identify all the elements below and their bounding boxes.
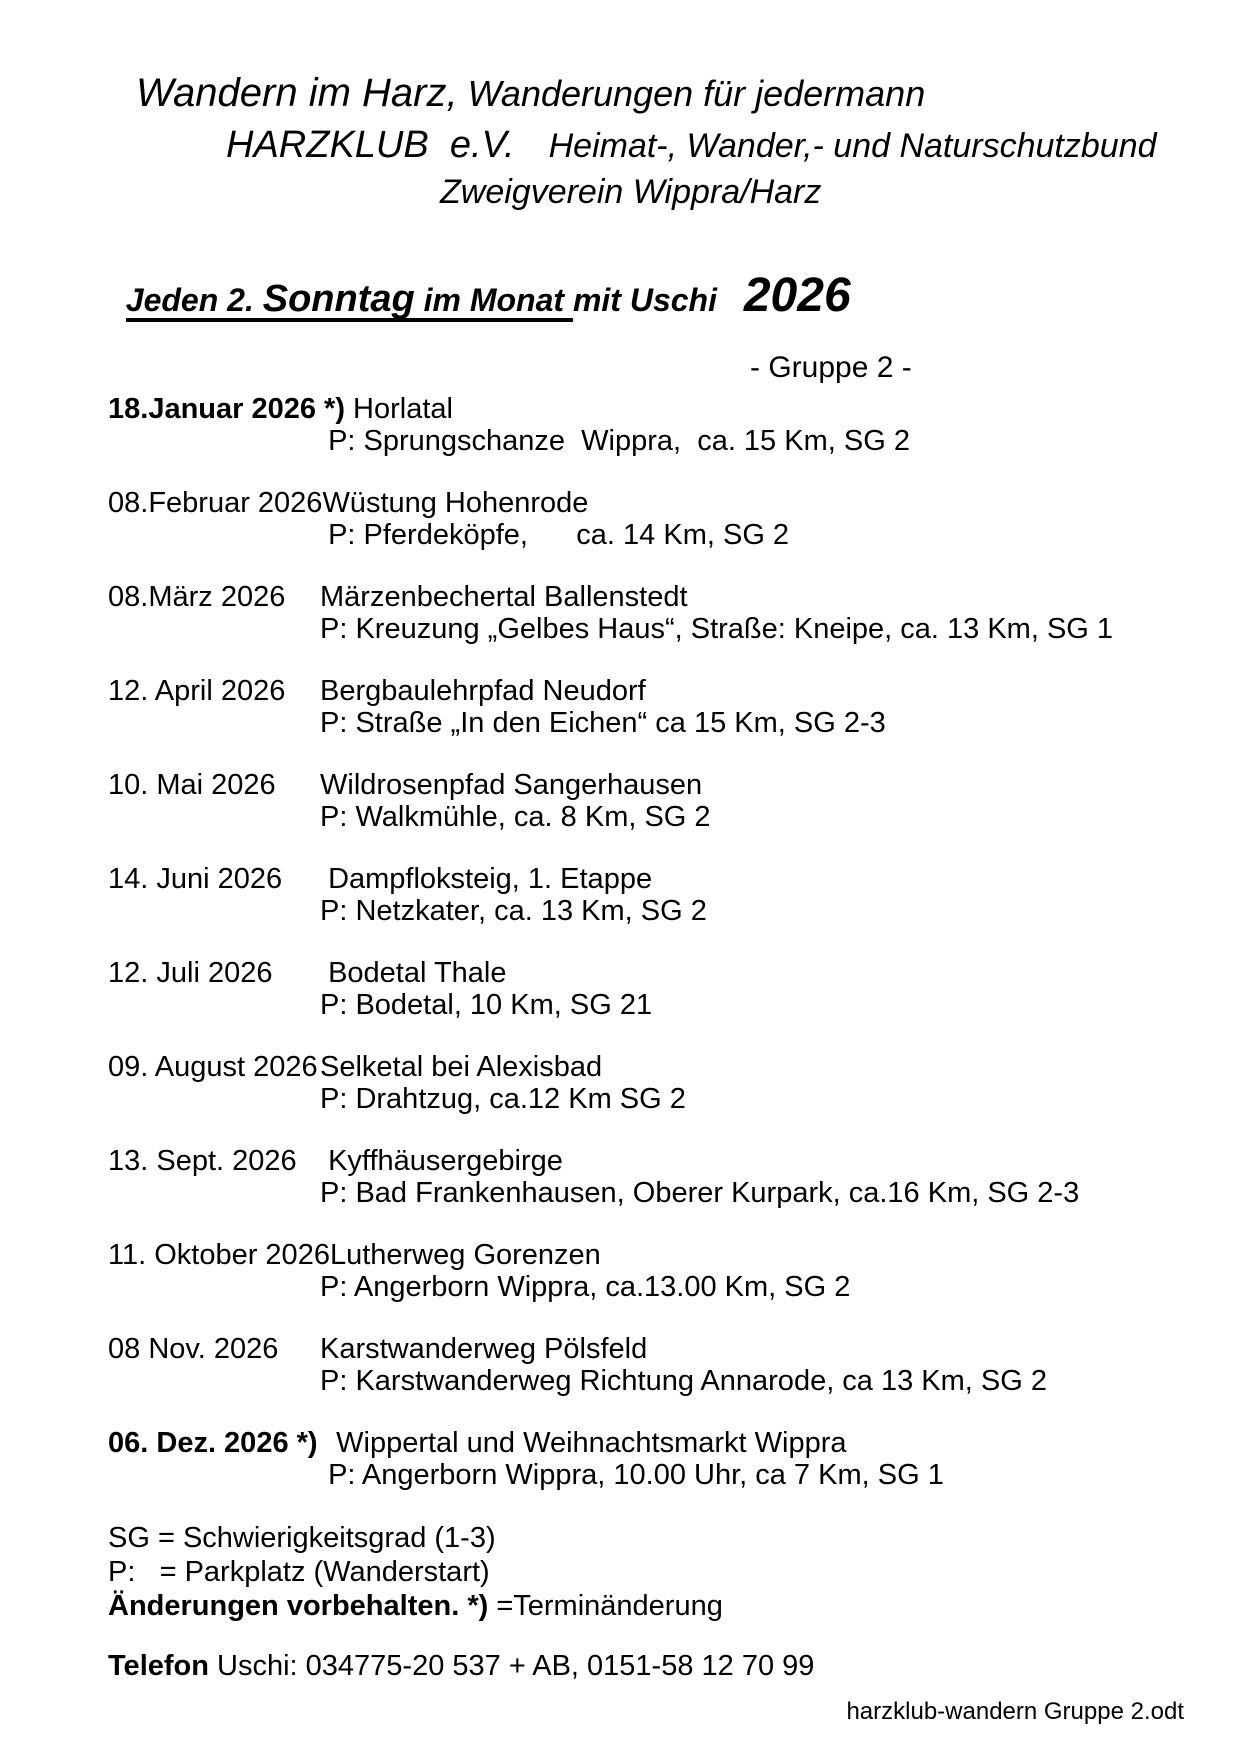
schedule-entry <box>108 487 1184 551</box>
entry-destination: Wüstung Hohenrode <box>322 487 589 519</box>
entry-title-row <box>108 957 1184 989</box>
schedule-entry <box>108 769 1184 833</box>
entry-details: P: Walkmühle, ca. 8 Km, SG 2 <box>320 801 711 833</box>
entry-destination: Märzenbechertal Ballenstedt <box>320 581 688 613</box>
schedule-entry <box>108 1333 1184 1397</box>
entry-details: P: Sprungschanze Wippra, ca. 15 Km, SG 2 <box>320 425 910 457</box>
entry-details: P: Pferdeköpfe, ca. 14 Km, SG 2 <box>320 519 790 551</box>
entry-title-row <box>108 393 1184 425</box>
schedule-entry <box>108 1145 1184 1209</box>
entry-title-row <box>108 769 1184 801</box>
heading-underlined <box>125 278 573 322</box>
heading-rest: mit Uschi <box>572 282 726 318</box>
heading-part-3: im Monat <box>414 282 573 318</box>
entry-details: P: Bodetal, 10 Km, SG 21 <box>320 989 653 1021</box>
entry-date: 08.März 2026 <box>108 581 286 613</box>
entry-date: 08 Nov. 2026 <box>108 1333 279 1365</box>
entry-destination: Karstwanderweg Pölsfeld <box>320 1333 648 1365</box>
contact-phone: Uschi: 034775-20 537 + AB, 0151-58 12 70 99 <box>208 1650 815 1682</box>
entry-title-row <box>108 675 1184 707</box>
entry-date: 11. Oktober 2026 <box>108 1239 330 1271</box>
schedule-entry <box>108 675 1184 739</box>
entry-title-row <box>108 1145 1184 1177</box>
org-branch: Zweigverein Wippra/Harz <box>440 173 822 211</box>
entry-details: P: Karstwanderweg Richtung Annarode, ca 13 Km, SG 2 <box>320 1365 1048 1397</box>
legend-sg: SG = Schwierigkeitsgrad (1-3) <box>108 1522 496 1554</box>
masthead-title-main: Wandern im Harz, <box>136 71 458 115</box>
legend-p: P: = Parkplatz (Wanderstart) <box>108 1556 490 1588</box>
entry-date: 12. April 2026 <box>108 675 286 707</box>
entry-details: P: Kreuzung „Gelbes Haus“, Straße: Kneipe, ca. 13 Km, SG 1 <box>320 613 1114 645</box>
entry-title-row <box>108 1333 1184 1365</box>
heading-part-1: Jeden 2. <box>125 282 263 318</box>
org-subtitle: Heimat-, Wander,- und Naturschutzbund <box>548 127 1157 165</box>
entry-date: 13. Sept. 2026 <box>108 1145 297 1177</box>
document-filename: harzklub-wandern Gruppe 2.odt <box>846 1698 1184 1725</box>
masthead-line-2 <box>108 121 1184 170</box>
entry-details: P: Drahtzug, ca.12 Km SG 2 <box>320 1083 686 1115</box>
entry-destination: Bodetal Thale <box>320 957 507 989</box>
entry-date: 08.Februar 2026 <box>108 487 323 519</box>
schedule-entry <box>108 957 1184 1021</box>
entry-details: P: Straße „In den Eichen“ ca 15 Km, SG 2-3 <box>320 707 886 739</box>
entry-title-row <box>108 1427 1184 1459</box>
entry-title-row <box>108 1051 1184 1083</box>
heading-year: 2026 <box>743 269 851 322</box>
entry-date: 10. Mai 2026 <box>108 769 276 801</box>
contact-label: Telefon <box>108 1650 209 1682</box>
legend <box>108 1521 1184 1623</box>
entry-date: 09. August 2026 <box>108 1051 318 1083</box>
entry-destination: Bergbaulehrpfad Neudorf <box>320 675 646 707</box>
contact-line <box>108 1649 1184 1683</box>
entry-destination: Wildrosenpfad Sangerhausen <box>320 769 703 801</box>
schedule-entry <box>108 581 1184 645</box>
entry-destination: Dampfloksteig, 1. Etappe <box>320 863 653 895</box>
schedule-entry <box>108 863 1184 927</box>
entry-destination: Wippertal und Weihnachtsmarkt Wippra <box>320 1427 847 1459</box>
org-name: HARZKLUB e.V. <box>226 124 515 166</box>
entry-date: 14. Juni 2026 <box>108 863 283 895</box>
schedule-entry <box>108 1239 1184 1303</box>
legend-changes-bold: Änderungen vorbehalten. *) <box>108 1590 489 1622</box>
legend-changes-rest: =Terminänderung <box>488 1590 723 1622</box>
legend-changes <box>108 1589 1184 1623</box>
group-label: - Gruppe 2 - <box>750 351 912 384</box>
schedule-entry <box>108 1051 1184 1115</box>
schedule-entry <box>108 393 1184 457</box>
entry-destination: Kyffhäusergebirge <box>320 1145 563 1177</box>
entry-details: P: Netzkater, ca. 13 Km, SG 2 <box>320 895 707 927</box>
entry-date: 12. Juli 2026 <box>108 957 273 989</box>
schedule-entry <box>108 1427 1184 1491</box>
schedule-list <box>108 393 1184 1491</box>
entry-destination: Horlatal <box>344 393 453 425</box>
entry-title-row <box>108 581 1184 613</box>
entry-title-row <box>108 1239 1184 1271</box>
entry-details: P: Angerborn Wippra, 10.00 Uhr, ca 7 Km, SG 1 <box>320 1459 944 1491</box>
heading-part-2: Sonntag <box>262 278 415 320</box>
masthead <box>108 66 1184 214</box>
entry-date: 06. Dez. 2026 *) <box>108 1427 318 1459</box>
entry-destination: Selketal bei Alexisbad <box>320 1051 603 1083</box>
entry-destination: Lutherweg Gorenzen <box>329 1239 601 1271</box>
entry-details: P: Angerborn Wippra, ca.13.00 Km, SG 2 <box>320 1271 851 1303</box>
entry-details: P: Bad Frankenhausen, Oberer Kurpark, ca.16 Km, SG 2-3 <box>320 1177 1080 1209</box>
entry-title-row <box>108 863 1184 895</box>
entry-title-row <box>108 487 1184 519</box>
schedule-heading <box>108 250 1184 341</box>
masthead-title-sub: Wanderungen für jedermann <box>457 73 926 114</box>
masthead-line-1 <box>108 66 1184 121</box>
masthead-line-3 <box>108 170 1184 214</box>
entry-date: 18.Januar 2026 *) <box>108 393 345 425</box>
